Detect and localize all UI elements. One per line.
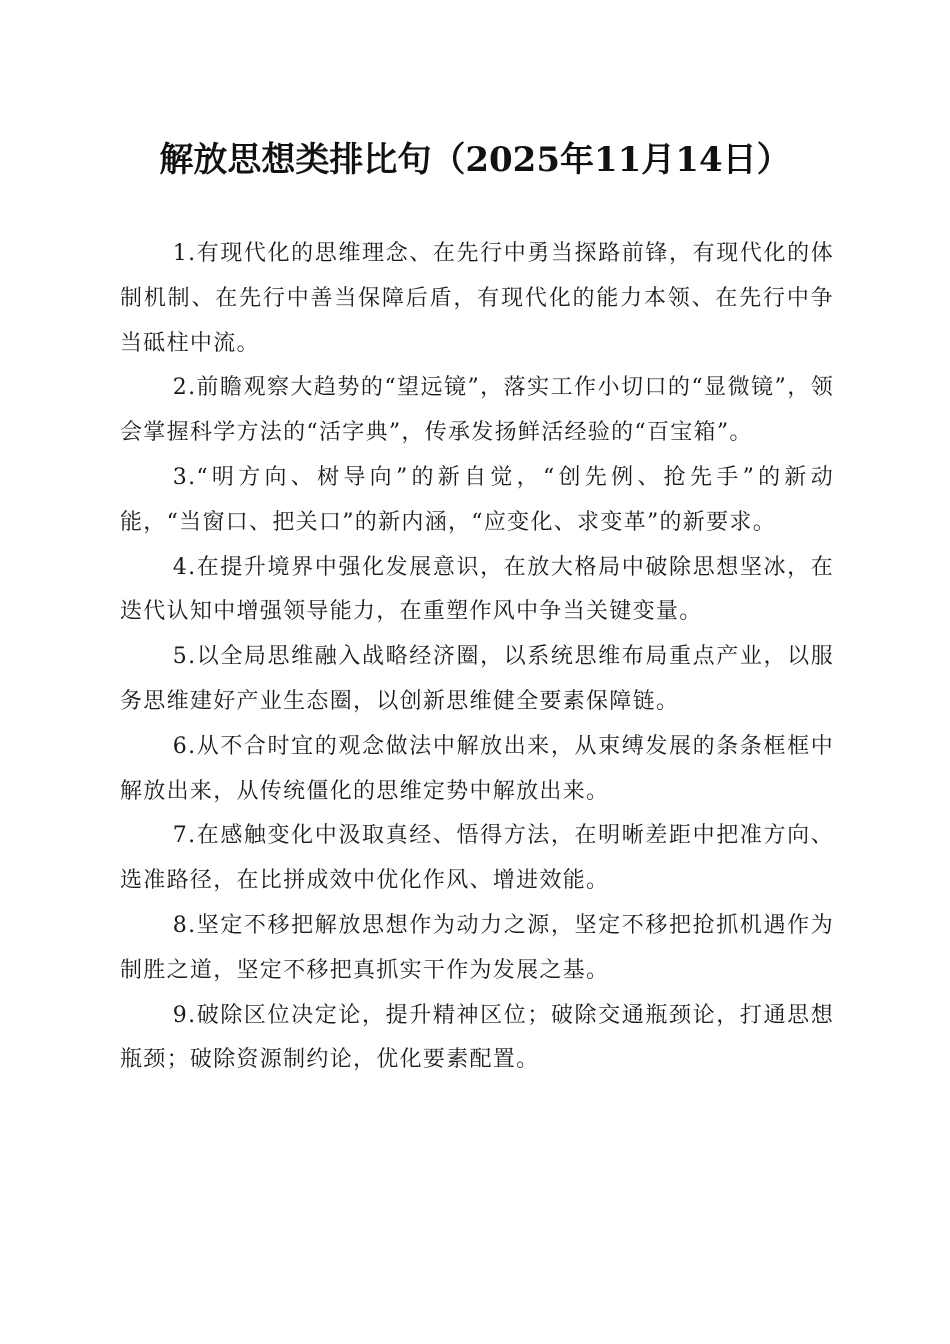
paragraph-3: 3.“明方向、树导向”的新自觉，“创先例、抢先手”的新动能，“当窗口、把关口”的新内涵，“应变化、求变革”的新要求。 — [120, 464, 834, 535]
paragraph-9: 9.破除区位决定论，提升精神区位；破除交通瓶颈论，打通思想瓶颈；破除资源制约论，优化要素配置。 — [120, 1002, 834, 1073]
paragraph-1: 1.有现代化的思维理念、在先行中勇当探路前锋，有现代化的体制机制、在先行中善当保障后盾，有现代化的能力本领、在先行中争当砥柱中流。 — [120, 241, 834, 356]
paragraph-4: 4.在提升境界中强化发展意识，在放大格局中破除思想坚冰，在迭代认知中增强领导能力，在重塑作风中争当关键变量。 — [120, 554, 834, 625]
paragraph-6: 6.从不合时宜的观念做法中解放出来，从束缚发展的条条框框中解放出来，从传统僵化的思维定势中解放出来。 — [120, 733, 834, 804]
document-title: 解放思想类排比句（2025年11月14日） — [159, 140, 791, 180]
document-body — [120, 232, 834, 1083]
paragraph-2: 2.前瞻观察大趋势的“望远镜”，落实工作小切口的“显微镜”，领会掌握科学方法的“活字典”，传承发扬鲜活经验的“百宝箱”。 — [120, 375, 834, 446]
paragraph-5: 5.以全局思维融入战略经济圈，以系统思维布局重点产业，以服务思维建好产业生态圈，以创新思维健全要素保障链。 — [120, 644, 834, 714]
paragraph-7: 7.在感触变化中汲取真经、悟得方法，在明晰差距中把准方向、选准路径，在比拼成效中优化作风、增进效能。 — [120, 823, 834, 894]
paragraph-8: 8.坚定不移把解放思想作为动力之源，坚定不移把抢抓机遇作为制胜之道，坚定不移把真抓实干作为发展之基。 — [120, 912, 834, 983]
